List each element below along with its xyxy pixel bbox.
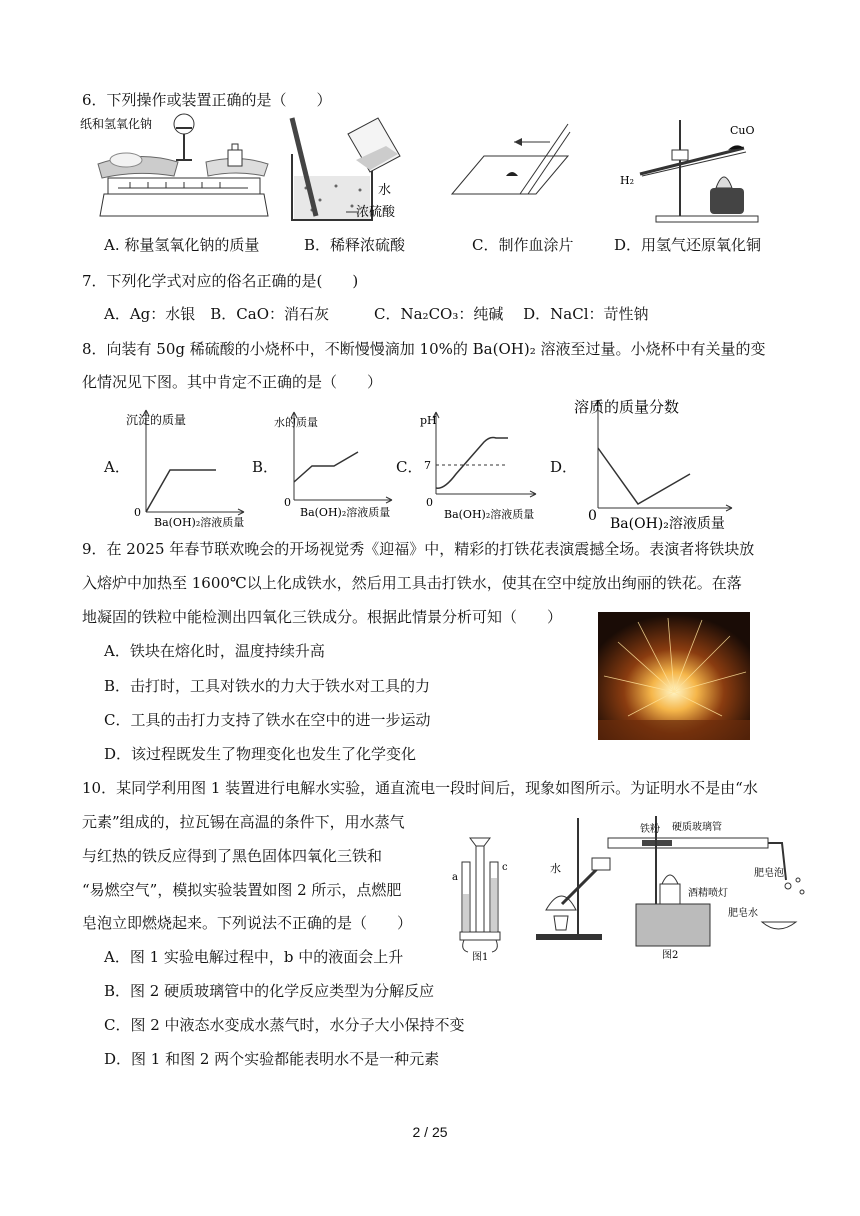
q6-stem: 6．下列操作或装置正确的是（ ） — [82, 91, 332, 109]
q10-fig2-label-tube: 硬质玻璃管 — [672, 822, 722, 833]
q8-option-c[interactable]: C． — [396, 458, 423, 476]
q10-line2: 元素”组成的，拉瓦锡在高温的条件下，用水蒸气 — [82, 813, 405, 831]
q10-line1: 10．某同学利用图 1 装置进行电解水实验，通直流电一段时间后，现象如图所示。为证明水不是由“水 — [82, 779, 758, 797]
q10-fig2-label-soap: 肥皂水 — [728, 908, 758, 919]
q8-option-b[interactable]: B． — [252, 458, 279, 476]
q6-label-cuo: CuO — [730, 124, 755, 137]
q6-option-a[interactable]: A. 称量氢氧化钠的质量 — [104, 236, 260, 254]
q6-figure-smear — [450, 118, 572, 200]
q8-stem-line1: 8．向装有 50g 稀硫酸的小烧杯中，不断慢慢滴加 10%的 Ba(OH)₂ 溶液至过量。小烧杯中有关量的变 — [82, 340, 766, 358]
q9-option-b[interactable]: B．击打时，工具对铁水的力大于铁水对工具的力 — [104, 677, 431, 695]
q9-photo-iron-flowers — [598, 612, 750, 740]
q10-fig1-label-a: a — [452, 872, 458, 883]
q6-figure-balance — [78, 112, 270, 224]
q10-fig2-label-iron: 铁粉 — [640, 824, 660, 835]
q8-xlabel-d: Ba(OH)₂溶液质量 — [610, 516, 725, 532]
q6-label-naoh: 纸和氢氧化钠 — [80, 117, 153, 131]
q6-figure-dilute — [286, 116, 426, 226]
q8-ylabel-d: 溶质的质量分数 — [574, 398, 680, 416]
q10-figure1-electrolysis — [450, 834, 518, 964]
q9-line1: 9．在 2025 年春节联欢晚会的开场视觉秀《迎福》中，精彩的打铁花表演震撼全场。表演者将铁块放 — [82, 540, 755, 558]
q8-origin-b: 0 — [284, 496, 291, 509]
q8-graph-a — [124, 406, 248, 528]
q10-line4: “易燃空气”，模拟实验装置如图 2 所示，点燃肥 — [82, 881, 402, 899]
q8-xlabel-a: Ba(OH)₂溶液质量 — [154, 516, 245, 528]
q10-fig2-label-water: 水 — [550, 862, 561, 875]
q8-ylabel-b: 水的质量 — [274, 416, 318, 429]
q9-line3: 地凝固的铁粒中能检测出四氧化三铁成分。根据此情景分析可知（ ） — [82, 608, 563, 626]
q10-fig2-caption: 图2 — [662, 950, 679, 961]
q6-option-b[interactable]: B．稀释浓硫酸 — [304, 236, 406, 254]
q6-label-h2: H₂ — [620, 174, 635, 187]
q10-figure2-apparatus — [532, 812, 816, 964]
q8-ylabel-a: 沉淀的质量 — [126, 413, 187, 427]
q6-option-d[interactable]: D．用氢气还原氧化铜 — [614, 236, 762, 254]
q8-origin-d: 0 — [588, 508, 597, 524]
q8-graph-c — [416, 408, 540, 524]
q8-xlabel-c: Ba(OH)₂溶液质量 — [444, 508, 535, 521]
q8-xlabel-b: Ba(OH)₂溶液质量 — [300, 506, 391, 519]
q8-graph-b — [272, 408, 396, 520]
q10-fig2-label-bubble: 肥皂泡 — [754, 868, 784, 879]
q10-option-b[interactable]: B．图 2 硬质玻璃管中的化学反应类型为分解反应 — [104, 982, 435, 1000]
q8-ylabel-c: pH — [420, 414, 437, 427]
q8-stem-line2: 化情况见下图。其中肯定不正确的是（ ） — [82, 373, 383, 391]
q10-option-d[interactable]: D．图 1 和图 2 两个实验都能表明水不是一种元素 — [104, 1050, 440, 1068]
q10-option-a[interactable]: A．图 1 实验电解过程中，b 中的液面会上升 — [104, 948, 404, 966]
q9-option-a[interactable]: A．铁块在熔化时，温度持续升高 — [104, 642, 325, 660]
q8-origin-c: 0 — [426, 496, 433, 509]
q8-origin-a: 0 — [134, 506, 141, 519]
q10-line3: 与红热的铁反应得到了黑色固体四氧化三铁和 — [82, 847, 383, 865]
q8-option-d[interactable]: D． — [550, 458, 578, 476]
q8-option-a[interactable]: A． — [104, 458, 130, 476]
q9-option-c[interactable]: C．工具的击打力支持了铁水在空中的进一步运动 — [104, 711, 431, 729]
q10-fig2-label-lamp: 酒精喷灯 — [688, 888, 728, 899]
q8-tick-seven: 7 — [424, 459, 431, 472]
q8-graph-d — [570, 396, 738, 532]
q7-stem: 7．下列化学式对应的俗名正确的是( ) — [82, 272, 359, 290]
q6-option-c[interactable]: C．制作血涂片 — [472, 236, 574, 254]
q9-option-d[interactable]: D．该过程既发生了物理变化也发生了化学变化 — [104, 745, 417, 763]
q6-label-acid: 浓硫酸 — [356, 205, 396, 220]
q10-fig1-label-c: c — [502, 862, 508, 873]
q10-option-c[interactable]: C．图 2 中液态水变成水蒸气时，水分子大小保持不变 — [104, 1016, 465, 1034]
svg-text:沉淀的质量 — [126, 412, 186, 427]
q7-options[interactable]: A．Ag：水银 B．CaO：消石灰 C．Na₂CO₃：纯碱 D．NaCl：苛性钠 — [104, 305, 649, 323]
q9-line2: 入熔炉中加热至 1600℃以上化成铁水，然后用工具击打铁水，使其在空中绽放出绚丽的铁花。在落 — [82, 574, 742, 592]
q6-label-water: 水 — [378, 183, 392, 198]
q6-figure-reduce — [612, 116, 760, 224]
page-number: 2 / 25 — [412, 1124, 448, 1140]
q10-line5: 皂泡立即燃烧起来。下列说法不正确的是（ ） — [82, 914, 413, 932]
q10-fig1-caption: 图1 — [472, 952, 489, 963]
